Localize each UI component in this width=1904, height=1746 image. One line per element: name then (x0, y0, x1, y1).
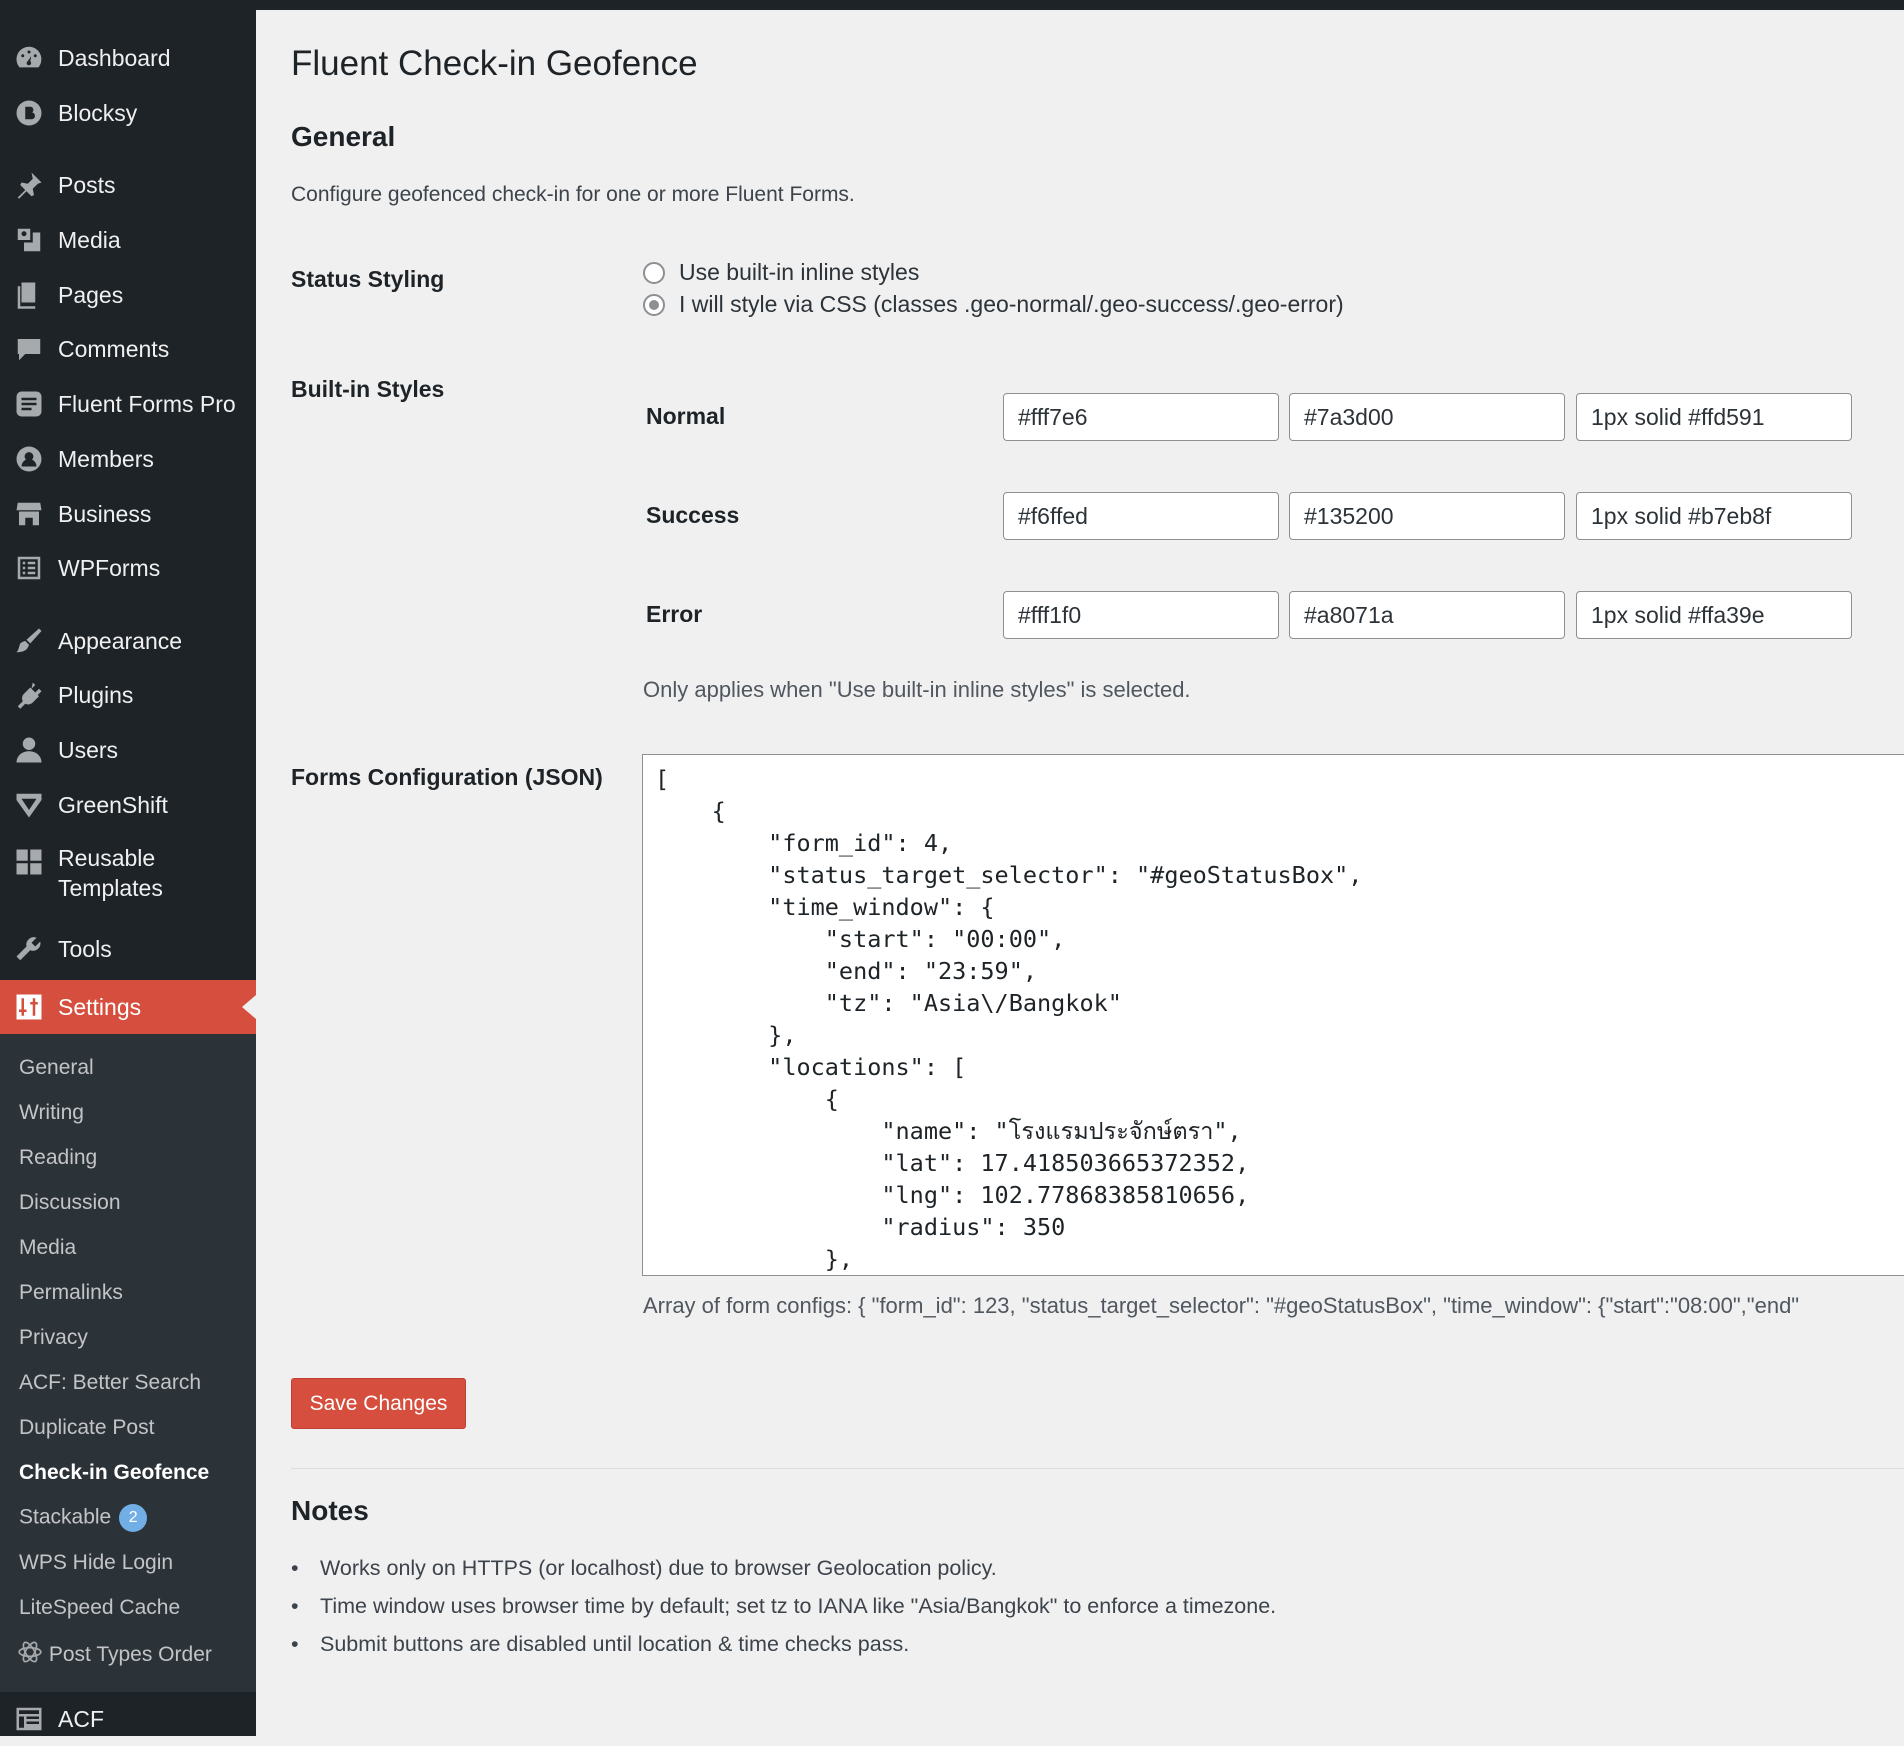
brush-icon (0, 626, 58, 656)
list-item: • Works only on HTTPS (or localhost) due to browser Geolocation policy. (291, 1552, 1276, 1590)
admin-sidebar (0, 10, 256, 1736)
error-color-input[interactable]: #a8071a (1289, 591, 1565, 639)
submenu-acf-better-search[interactable]: ACF: Better Search (19, 1371, 202, 1394)
builtin-styles-help: Only applies when "Use built-in inline styles" is selected. (643, 677, 1191, 702)
list-item: • Time window uses browser time by default; set tz to IANA like "Asia/Bangkok" to enforce a timezone. (291, 1590, 1276, 1628)
error-style-label: Error (646, 601, 703, 627)
submenu-reading[interactable]: Reading (19, 1146, 98, 1169)
error-border-input[interactable]: 1px solid #ffa39e (1576, 591, 1852, 639)
status-styling-label: Status Styling (291, 266, 445, 292)
success-color-input[interactable]: #135200 (1289, 492, 1565, 540)
forms-config-help: Array of form configs: { "form_id": 123, "status_target_selector": "#geoStatusBox", "time_window": {"start":"08:00","end" (643, 1293, 1800, 1318)
normal-color-input[interactable]: #7a3d00 (1289, 393, 1565, 441)
media-icon (0, 225, 58, 255)
wrench-icon (0, 934, 58, 964)
user-icon (0, 735, 58, 765)
menu-item-blocksy[interactable]: Blocksy (0, 86, 256, 140)
notes-title: Notes (291, 1495, 369, 1526)
page-title: Fluent Check-in Geofence (291, 44, 698, 83)
submenu-privacy[interactable]: Privacy (19, 1326, 88, 1349)
submenu-wps-hide-login[interactable]: WPS Hide Login (19, 1551, 174, 1574)
normal-border-input[interactable]: 1px solid #ffd591 (1576, 393, 1852, 441)
submenu-stackable[interactable] (19, 1504, 147, 1532)
menu-item-business[interactable]: Business (0, 487, 256, 541)
forms-config-json: [ { "form_id": 4, "status_target_selector": "#geoStatusBox", "time_window": { "start": "00:00", "end": "23:59", "tz": "Asia\/Bangkok" }, "locations": [ { "name": "โรงแรมประจักษ์ตรา", "lat": 17.418503665372352, "lng": 102.77868385810656, "radius": 350 }, (655, 765, 1363, 1273)
menu-item-greenshift[interactable]: GreenShift (0, 778, 256, 832)
normal-style-label: Normal (646, 403, 726, 429)
forms-icon (0, 389, 58, 419)
settings-icon (0, 992, 58, 1022)
plugin-icon (0, 680, 58, 710)
blocksy-icon (0, 98, 58, 128)
menu-item-plugins[interactable]: Plugins (0, 668, 256, 722)
submenu-stackable-label: Stackable (19, 1505, 112, 1529)
submenu-permalinks[interactable]: Permalinks (19, 1281, 123, 1304)
menu-item-settings[interactable]: Settings (0, 980, 256, 1034)
page-description: Configure geofenced check-in for one or more Fluent Forms. (291, 183, 855, 206)
menu-item-appearance[interactable]: Appearance (0, 614, 256, 668)
submenu-post-types-order[interactable] (17, 1639, 212, 1667)
save-changes-button[interactable]: Save Changes (291, 1378, 466, 1429)
menu-item-media[interactable]: Media (0, 213, 256, 267)
settings-submenu (0, 1034, 256, 1692)
success-bg-input[interactable]: #f6ffed (1003, 492, 1279, 540)
menu-item-wpforms[interactable]: WPForms (0, 541, 256, 595)
grid-icon (0, 843, 58, 877)
builtin-styles-label: Built-in Styles (291, 376, 445, 402)
section-title-general: General (291, 121, 396, 152)
admin-bar (0, 0, 1904, 10)
menu-item-comments[interactable]: Comments (0, 322, 256, 376)
radio-inline-styles[interactable]: Use built-in inline styles (643, 259, 919, 286)
submenu-writing[interactable]: Writing (19, 1101, 84, 1124)
menu-item-fluent-forms-pro[interactable]: Fluent Forms Pro (0, 377, 256, 431)
submenu-post-types-order-label: Post Types Order (48, 1643, 212, 1666)
radio-css-classes[interactable]: I will style via CSS (classes .geo-normal/.geo-success/.geo-error) (643, 291, 1344, 318)
forms-config-textarea[interactable] (642, 754, 1904, 1276)
wpforms-icon (0, 553, 58, 583)
success-style-label: Success (646, 502, 740, 528)
menu-item-members[interactable]: Members (0, 432, 256, 486)
pin-icon (0, 170, 58, 200)
list-item: • Submit buttons are disabled until location & time checks pass. (291, 1628, 1276, 1666)
forms-config-label: Forms Configuration (JSON) (291, 764, 603, 790)
dashboard-icon (0, 43, 58, 73)
submenu-litespeed-cache[interactable]: LiteSpeed Cache (19, 1596, 181, 1619)
menu-item-posts[interactable]: Posts (0, 158, 256, 212)
radio-button[interactable] (643, 262, 665, 284)
store-icon (0, 499, 58, 529)
pages-icon (0, 280, 58, 310)
normal-bg-input[interactable]: #fff7e6 (1003, 393, 1279, 441)
radio-button-selected[interactable] (643, 294, 665, 316)
menu-item-dashboard[interactable]: Dashboard (0, 31, 256, 85)
members-icon (0, 444, 58, 474)
update-count-badge: 2 (119, 1504, 147, 1532)
submenu-discussion[interactable]: Discussion (19, 1191, 121, 1214)
success-border-input[interactable]: 1px solid #b7eb8f (1576, 492, 1852, 540)
menu-item-reusable-templates[interactable]: Reusable Templates (0, 843, 256, 913)
greenshift-icon (0, 790, 58, 820)
menu-item-pages[interactable]: Pages (0, 268, 256, 322)
submenu-check-in-geofence[interactable]: Check-in Geofence (19, 1461, 210, 1484)
menu-item-tools[interactable]: Tools (0, 922, 256, 976)
submenu-media[interactable]: Media (19, 1236, 77, 1259)
acf-icon (0, 1704, 58, 1734)
atom-icon (17, 1639, 43, 1665)
submenu-duplicate-post[interactable]: Duplicate Post (19, 1416, 155, 1439)
menu-item-acf[interactable]: ACF (0, 1692, 256, 1746)
comment-icon (0, 334, 58, 364)
error-bg-input[interactable]: #fff1f0 (1003, 591, 1279, 639)
menu-item-users[interactable]: Users (0, 723, 256, 777)
submenu-general[interactable]: General (19, 1056, 94, 1079)
divider (291, 1468, 1904, 1469)
notes-list (291, 1552, 1276, 1666)
